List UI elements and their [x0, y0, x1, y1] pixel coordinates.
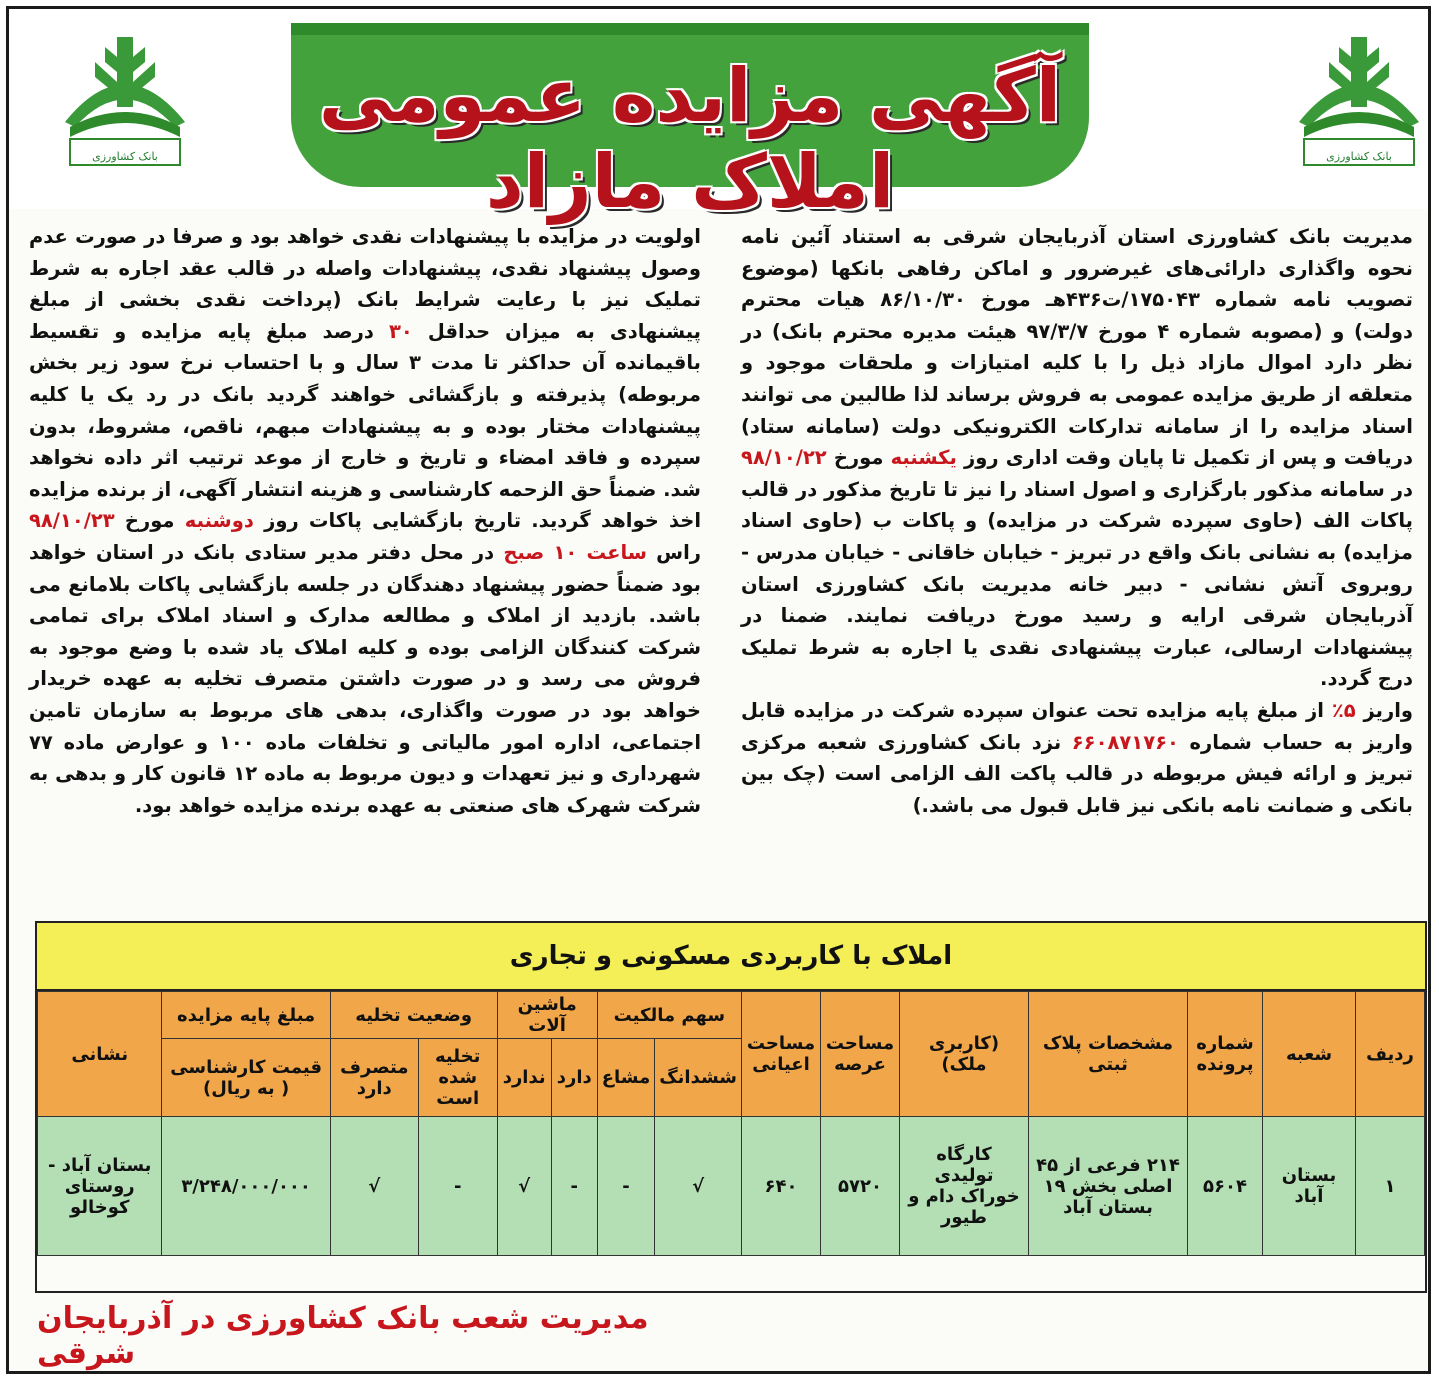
cell-vac-occupied: √: [330, 1117, 418, 1256]
col-row: ردیف: [1356, 992, 1425, 1117]
cell-mach-no: √: [497, 1117, 551, 1256]
account-number: ۶۶۰۸۷۱۷۶۰: [1071, 730, 1179, 754]
footer-signature: مدیریت شعب بانک کشاورزی در آذربایجان شرقی: [37, 1301, 649, 1371]
text: اولویت در مزایده با پیشنهادات نقدی خواهد بود و صرفا در صورت عدم وصول پیشنهاد نقدی، پیشنهادات واصله در قالب عقد اجاره به شرط تملیک نیز با رعایت شرایط بانک (پرداخت نقدی بخشی از مبلغ پیشنهادی به میزان حداقل: [29, 225, 701, 343]
text: نزد بانک کشاورزی شعبه مرکزی تبریز و ارائه فیش مربوطه در قالب پاکت الف الزامی است (چک بین بانکی و ضمانت نامه بانکی نیز قابل قبول می باشد.): [741, 730, 1413, 817]
page-title: آگهی مزایده عمومی املاک مازاد: [318, 53, 1062, 225]
deadline-date: ۹۸/۱۰/۲۲: [741, 446, 827, 470]
col-ownership: سهم مالکیت: [597, 992, 741, 1039]
col-vacancy: وضعیت تخلیه: [330, 992, 497, 1039]
col-usage: (کاربری ملک): [900, 992, 1029, 1117]
cell-usage: کارگاه تولیدی خوراک دام و طیور: [900, 1117, 1029, 1256]
text: در سامانه مذکور بارگزاری و اصول اسناد را نیز تا تاریخ مذکور در قالب پاکات الف (حاوی سپرده شرکت در مزایده) و پاکات ب (حاوی اسناد مزایده) به نشانی بانک واقع در تبریز - خیابان خاقانی - خیابان مدرس - روبروی آتش نشانی - دبیر خانه مدیریت بانک کشاورزی استان آذربایجان شرقی ارایه و رسید مورخ دریافت نمایند. ضمنا در پیشنهادات ارسالی، عبارت پیشنهادی نقدی یا اجاره به شرط تملیک درج گردد.: [741, 477, 1413, 691]
opening-time: ساعت ۱۰ صبح: [503, 540, 647, 564]
header: [9, 9, 1428, 225]
col-address: نشانی: [38, 992, 162, 1117]
body-column-right: [741, 221, 1413, 821]
cell-file-no: ۵۶۰۴: [1188, 1117, 1263, 1256]
bank-logo-left: [55, 27, 195, 177]
text: از مبلغ پایه مزایده تحت عنوان سپرده شرکت در مزایده قابل واریز به حساب شماره: [741, 698, 1413, 754]
text: واریز: [1363, 698, 1414, 722]
cell-building-area: ۶۴۰: [742, 1117, 821, 1256]
col-file-no: شماره پرونده: [1188, 992, 1263, 1117]
col-ownership-full: ششدانگ: [655, 1039, 742, 1117]
property-table: [37, 991, 1425, 1256]
logo-caption: بانک کشاورزی: [92, 150, 158, 163]
body-column-left: [29, 221, 701, 821]
table-title: املاک با کاربردی مسکونی و تجاری: [37, 923, 1425, 991]
announcement-body: [29, 221, 1413, 911]
col-base-price: مبلغ پایه مزایده: [162, 992, 330, 1039]
col-machinery-yes: دارد: [551, 1039, 597, 1117]
text: در محل دفتر مدیر ستادی بانک در استان خواهد بود ضمناً حضور پیشنهاد دهندگان در جلسه بازگشایی پاکات بلامانع می باشد. بازدید از املاک و مطالعه مدارک و اسناد املاک برای تمامی شرکت کنندگان الزامی بوده و کلیه املاک یاد شده با وضع موجود به فروش می رسد و در صورت داشتن متصرف تخلیه به عهده خریدار خواهد بود در صورت واگذاری، بدهی های مربوط به سازمان تامین اجتماعی، اداره امور مالیاتی و تخلفات ماده ۱۰۰ و عوارض ماده ۷۷ شهرداری و نیز تعهدات و دیون مربوط به ماده ۱۲ قانون کار و بدهی به شرکت شهرک های صنعتی به عهده برنده مزایده خواهد بود.: [29, 540, 702, 817]
col-building-area: مساحت اعیانی: [742, 992, 821, 1117]
text: راس: [656, 540, 701, 564]
col-vacated: تخلیه شده است: [418, 1039, 497, 1117]
opening-date: ۹۸/۱۰/۲۳: [29, 509, 115, 533]
newspaper-ad: [6, 6, 1431, 1374]
col-machinery: ماشین آلات: [497, 992, 597, 1039]
col-land-area: مساحت عرصه: [821, 992, 900, 1117]
cell-mach-yes: -: [551, 1117, 597, 1256]
cell-address: بستان آباد - روستای کوخالو: [38, 1117, 162, 1256]
deadline-day: یکشنبه: [890, 446, 957, 470]
cell-land-area: ۵۷۲۰: [821, 1117, 900, 1256]
deposit-percent: ۵٪: [1331, 698, 1356, 722]
col-branch: شعبه: [1263, 992, 1356, 1117]
opening-day: دوشنبه: [184, 509, 254, 533]
cell-own-full: √: [655, 1117, 742, 1256]
col-ownership-shared: مشاع: [597, 1039, 655, 1117]
text: مورخ: [124, 509, 175, 533]
terms-paragraph-3: [29, 221, 701, 821]
cell-plaque: ۲۱۴ فرعی از ۴۵ اصلی بخش ۱۹ بستان آباد: [1029, 1117, 1188, 1256]
terms-paragraph-2: [741, 695, 1413, 821]
col-occupied: متصرف دارد: [330, 1039, 418, 1117]
text: درصد مبلغ پایه مزایده و تقسیط باقیمانده آن حداکثر تا مدت ۳ سال و با احتساب نرخ سود زیر بخش مربوطه) پذیرفته و بازگشائی خواهند گردید بانک در رد یک یا کلیه پیشنهادات مختار بوده و به پیشنهادات مبهم، ناقص، مشروط، بدون سپرده و فاقد امضاء و تاریخ و خارج از موعد ترتیب اثر داده نخواهد شد. ضمناً حق الزحمه کارشناسی و هزینه انتشار آگهی، از برنده مزایده اخذ خواهد گردید. تاریخ بازگشایی پاکات روز: [29, 319, 701, 533]
logo-caption: بانک کشاورزی: [1326, 150, 1392, 163]
terms-paragraph-1: [741, 221, 1413, 695]
property-table-section: [35, 921, 1427, 1293]
cell-price: ۳/۲۴۸/۰۰۰/۰۰۰: [162, 1117, 330, 1256]
text: مورخ: [833, 446, 884, 470]
col-expert-price: قیمت کارشناسی ( به ریال): [162, 1039, 330, 1117]
bank-logo-right: [1289, 27, 1429, 177]
cash-percent: ۳۰: [388, 319, 413, 343]
cell-own-shared: -: [597, 1117, 655, 1256]
col-machinery-no: ندارد: [497, 1039, 551, 1117]
text: مدیریت بانک کشاورزی استان آذربایجان شرقی به استناد آئین نامه نحوه واگذاری دارائی‌های غیرضرور و اماکن رفاهی بانکها (موضوع تصویب نامه شماره ۱۷۵۰۴۳/ت۴۳۶هـ مورخ ۸۶/۱۰/۳۰ هیات محترم دولت) و (مصوبه شماره ۴ مورخ ۹۷/۳/۷ هیئت مدیره محترم بانک) در نظر دارد اموال مازاد ذیل را با کلیه امتیازات و ملحقات موجود و متعلقه از طریق مزایده عمومی به فروش برساند لذا طالبین می توانند اسناد مزایده را از سامانه تدارکات الکترونیکی دولت (سامانه ستاد) دریافت و پس از تکمیل تا پایان وقت اداری روز: [741, 225, 1414, 470]
cell-row: ۱: [1356, 1117, 1425, 1256]
table-row: [38, 1117, 1425, 1256]
cell-vac-done: -: [418, 1117, 497, 1256]
cell-branch: بستان آباد: [1263, 1117, 1356, 1256]
col-plaque: مشخصات پلاک ثبتی: [1029, 992, 1188, 1117]
title-banner: [291, 23, 1089, 225]
